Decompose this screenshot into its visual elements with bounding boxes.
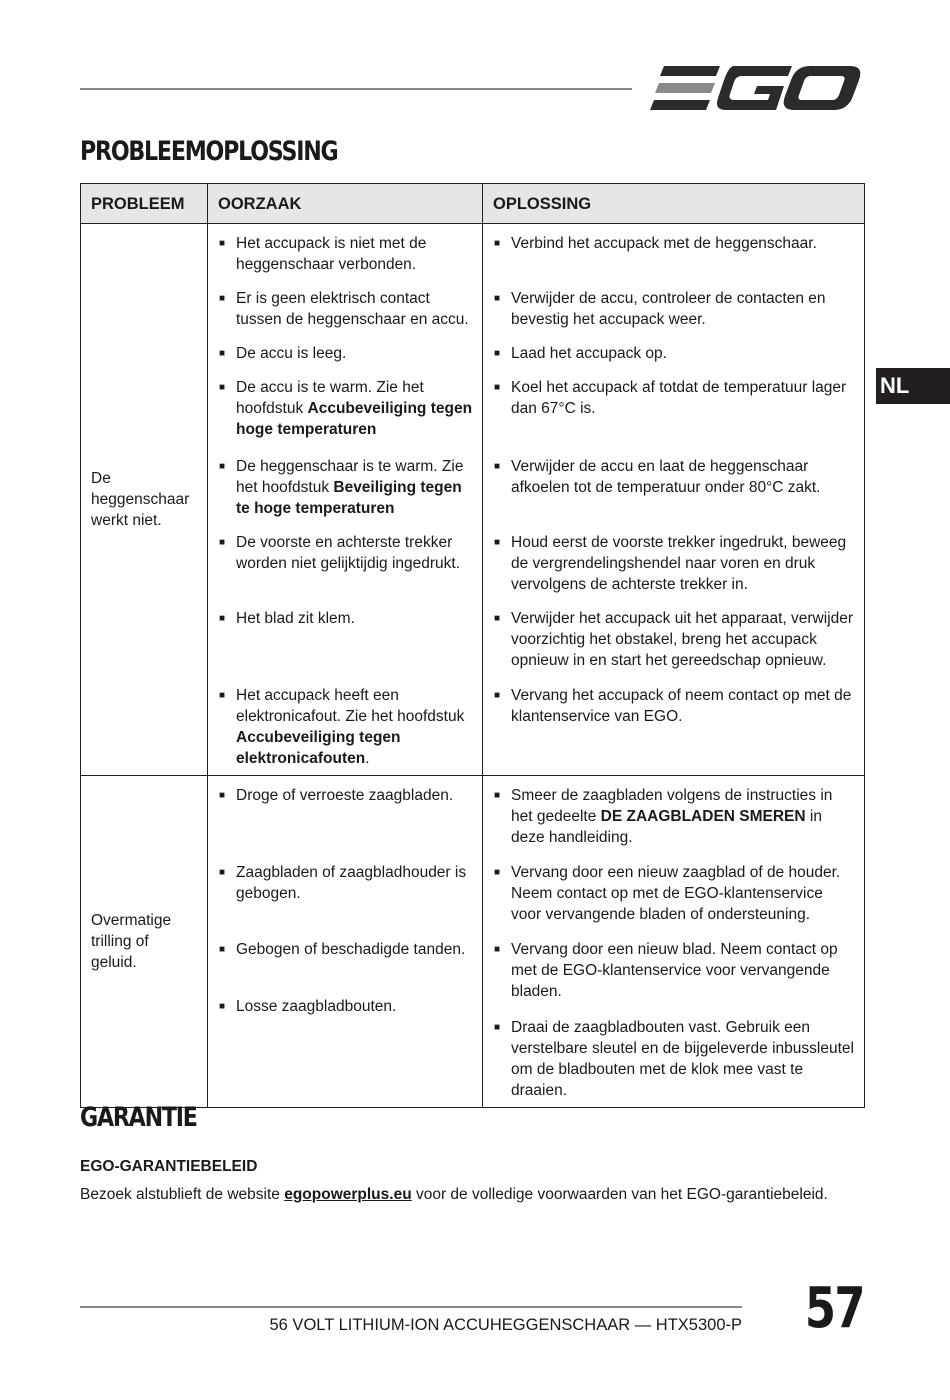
troubleshooting-table [80, 183, 865, 1108]
table-row [81, 776, 865, 1108]
cause-item: ■ De accu is te warm. Zie het hoofdstuk Accubeveiliging tegen hoge temperaturen [218, 377, 474, 440]
cause-item: ■ De voorste en achterste trekker worden niet gelijktijdig ingedrukt. [218, 532, 474, 595]
ego-logo [650, 62, 862, 114]
solution-item: ■ Vervang door een nieuw zaagblad of de houder. Neem contact op met de EGO-klantenservice voor vervangende bladen of ondersteuning. [493, 862, 856, 925]
cause-item: ■ Het accupack heeft een elektronicafout. Zie het hoofdstuk Accubeveiliging tegen elektronicafouten. [218, 685, 474, 769]
warranty-title: GARANTIE [80, 1102, 197, 1133]
cause-cell [208, 224, 483, 776]
cause-item: ■ Het blad zit klem. [218, 608, 474, 671]
problem-cell: De heggenschaar werkt niet. [81, 224, 208, 776]
cause-item: ■ Het accupack is niet met de heggenschaar verbonden. [218, 233, 474, 275]
solution-item: ■ Verwijder de accu en laat de heggenschaar afkoelen tot de temperatuur onder 80°C zakt. [493, 456, 856, 519]
solution-item: ■ Houd eerst de voorste trekker ingedrukt, beweeg de vergrendelingshendel naar voren en druk vervolgens de achterste trekker in. [493, 532, 856, 595]
solution-cell [483, 776, 865, 1108]
solution-item: ■ Vervang het accupack of neem contact op met de klantenservice van EGO. [493, 685, 856, 769]
solution-item: ■ Smeer de zaagbladen volgens de instructies in het gedeelte DE ZAAGBLADEN SMEREN in deze handleiding. [493, 785, 856, 848]
troubleshooting-title: PROBLEEMOPLOSSING [80, 136, 338, 167]
table-row [81, 224, 865, 776]
cause-cell [208, 776, 483, 1108]
solution-item: ■ Draai de zaagbladbouten vast. Gebruik een verstelbare sleutel en de bijgeleverde inbussleutel om de bladbouten met de klok mee vast te draaien. [493, 1017, 856, 1101]
solution-cell [483, 224, 865, 776]
solution-item: ■ Verwijder de accu, controleer de contacten en bevestig het accupack weer. [493, 288, 856, 330]
footer-rule [80, 1306, 742, 1308]
header-cause: OORZAAK [208, 184, 483, 224]
warranty-subheading: EGO-GARANTIEBELEID [80, 1158, 258, 1175]
header-rule [80, 88, 632, 90]
solution-item: ■ Koel het accupack af totdat de temperatuur lager dan 67°C is. [493, 377, 856, 440]
solution-item: ■ Laad het accupack op. [493, 343, 856, 364]
solution-item: ■ Vervang door een nieuw blad. Neem contact op met de EGO-klantenservice voor vervangende bladen. [493, 939, 856, 1002]
header-solution: OPLOSSING [483, 184, 865, 224]
footer-product-name: 56 VOLT LITHIUM-ION ACCUHEGGENSCHAAR — HTX5300-P [269, 1316, 742, 1334]
table-header-row [81, 184, 865, 224]
solution-item: ■ Verbind het accupack met de heggenschaar. [493, 233, 856, 275]
solution-item: ■ Verwijder het accupack uit het apparaat, verwijder voorzichtig het obstakel, breng het accupack opnieuw in en start het gereedschap opnieuw. [493, 608, 856, 671]
warranty-link[interactable]: egopowerplus.eu [284, 1186, 412, 1203]
cause-item: ■ Losse zaagbladbouten. [218, 996, 474, 1059]
cause-item: ■ De accu is leeg. [218, 343, 474, 364]
language-tab: NL [876, 368, 950, 404]
header-problem: PROBLEEM [81, 184, 208, 224]
cause-item: ■ Gebogen of beschadigde tanden. [218, 939, 474, 981]
problem-cell: Overmatige trilling of geluid. [81, 776, 208, 1108]
cause-item: ■ Er is geen elektrisch contact tussen de heggenschaar en accu. [218, 288, 474, 330]
cause-item: ■ Zaagbladen of zaagbladhouder is gebogen. [218, 862, 474, 925]
warranty-text: Bezoek alstublieft de website egopowerplus.eu voor de volledige voorwaarden van het EGO-garantiebeleid. [80, 1186, 828, 1203]
cause-item: ■ Droge of verroeste zaagbladen. [218, 785, 474, 848]
cause-item: ■ De heggenschaar is te warm. Zie het hoofdstuk Beveiliging tegen te hoge temperaturen [218, 456, 474, 519]
page-number: 57 [804, 1276, 864, 1341]
